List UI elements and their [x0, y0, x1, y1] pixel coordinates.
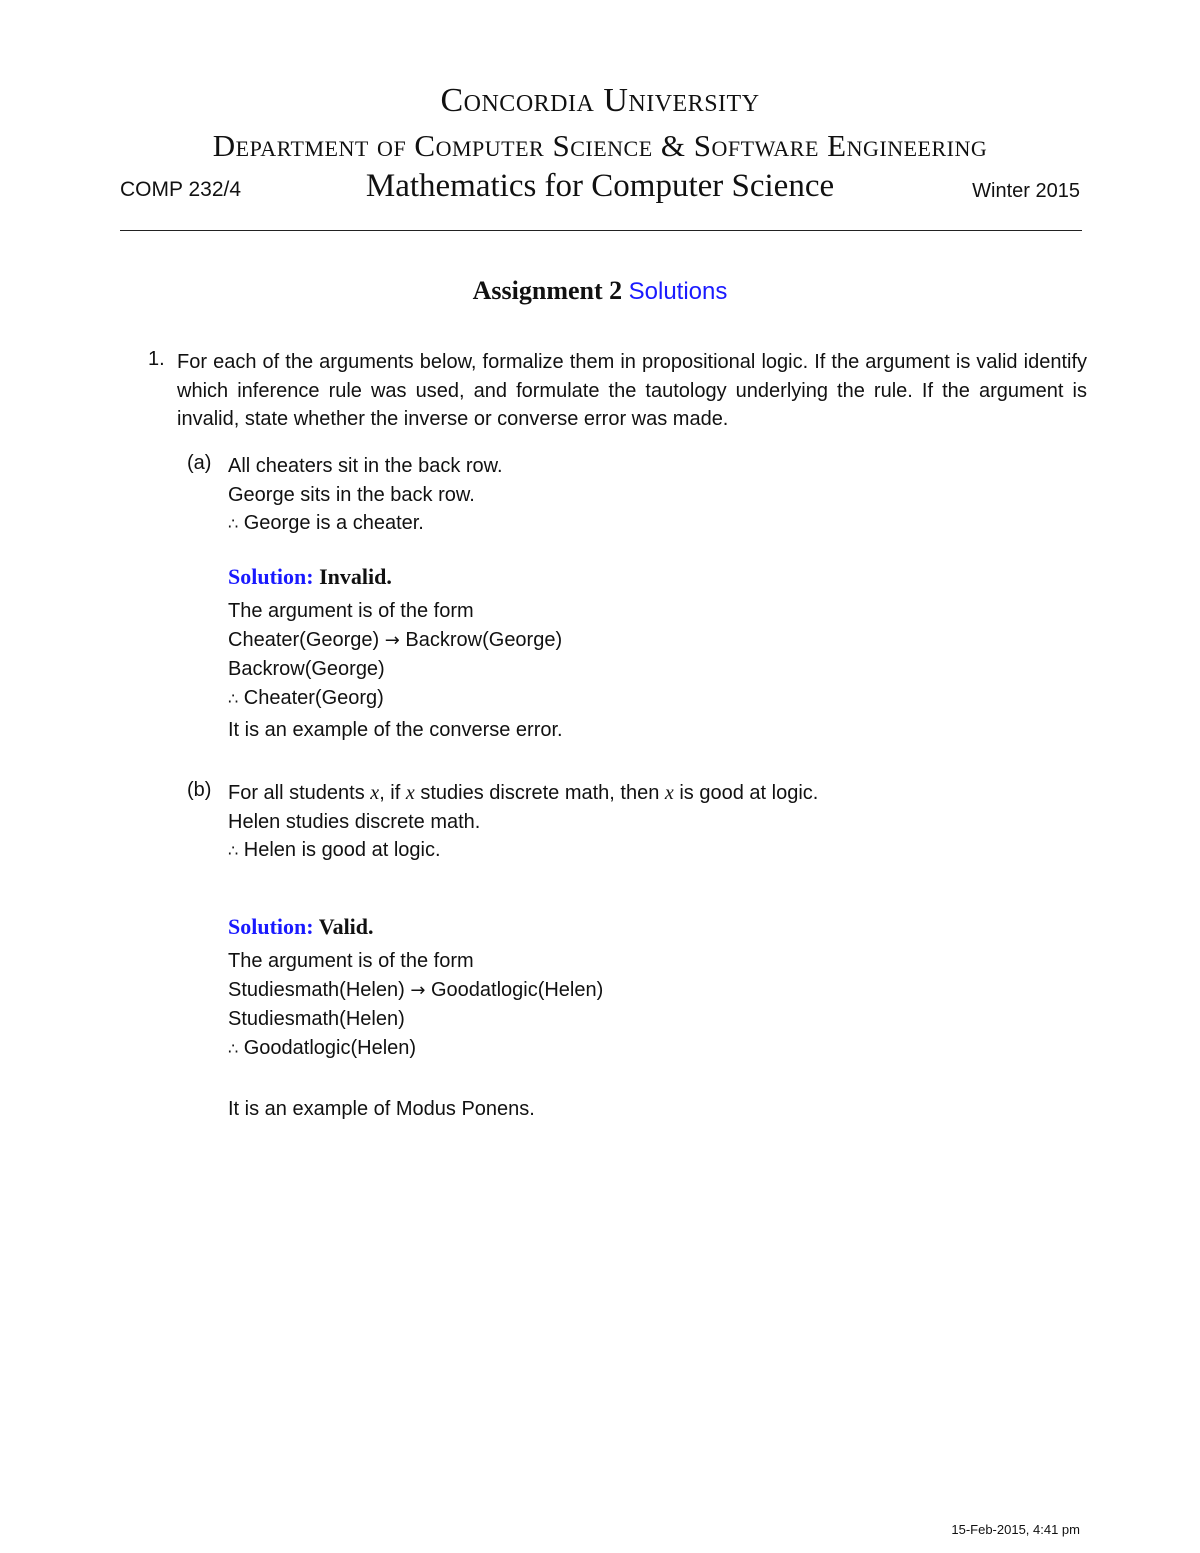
part-b-line-1-a: For all students	[228, 782, 365, 804]
part-b-label: (b)	[187, 779, 212, 801]
part-a-label: (a)	[187, 452, 212, 474]
part-a-premise-1	[228, 626, 562, 656]
part-a-conclusion-formula: Cheater(Georg)	[243, 687, 384, 710]
course-title: Mathematics for Computer Science	[365, 168, 835, 204]
part-b-line-1	[228, 779, 818, 808]
part-a-premise-2: Backrow(George)	[228, 658, 385, 681]
part-b-conclusion	[228, 1034, 603, 1064]
part-b-premise-1	[228, 976, 603, 1006]
footer-date: 15-Feb-2015, 4:41 pm	[951, 1522, 1080, 1537]
part-b-remark: It is an example of Modus Ponens.	[228, 1098, 535, 1120]
part-a-solution-label: Solution:	[228, 564, 314, 589]
part-b-form-intro: The argument is of the form	[228, 950, 474, 972]
implies-symbol: →	[384, 629, 400, 651]
part-b-premise-2: Studiesmath(Helen)	[228, 1008, 405, 1031]
part-b-solution-body	[228, 947, 603, 1064]
assignment-title	[0, 276, 1200, 306]
part-b-solution-label: Solution:	[228, 914, 314, 939]
part-b-conclusion-text: Helen is good at logic.	[243, 839, 441, 862]
course-code: COMP 232/4	[120, 178, 242, 201]
part-b-conclusion-formula: Goodatlogic(Helen)	[243, 1037, 417, 1060]
part-b-line-1-d: is good at logic.	[679, 782, 819, 804]
therefore-symbol: ∴	[228, 514, 239, 534]
part-a-remark: It is an example of the converse error.	[228, 719, 563, 741]
part-a-verdict: Invalid.	[319, 564, 392, 589]
part-b-solution-heading	[228, 914, 374, 940]
part-a-solution-heading	[228, 564, 392, 590]
part-b-line-3	[228, 836, 818, 866]
question-text: For each of the arguments below, formalize them in propositional logic. If the argument is valid identify which inference rule was used, and formulate the tautology underlying the rule. If the argument is invalid, state whether the inverse or converse error was made.	[177, 351, 1087, 430]
part-a-line-2: George sits in the back row.	[228, 483, 475, 506]
part-b-premise-1-left: Studiesmath(Helen)	[228, 978, 405, 1001]
part-a-conclusion-text: George is a cheater.	[243, 512, 424, 535]
variable-x: x	[405, 782, 415, 804]
university-name: Concordia University	[440, 82, 760, 119]
part-b-line-2: Helen studies discrete math.	[228, 810, 481, 833]
department-name: Department of Computer Science & Software Engineering	[212, 128, 988, 163]
part-b-line-1-b: , if	[379, 782, 401, 804]
part-a-argument	[228, 452, 503, 539]
part-b-verdict: Valid.	[318, 914, 374, 939]
header-divider	[120, 230, 1082, 231]
part-a-solution-body	[228, 597, 562, 714]
part-a-line-3	[228, 509, 503, 539]
assignment-title-main: Assignment 2	[472, 276, 623, 305]
term: Winter 2015	[972, 180, 1080, 202]
variable-x: x	[370, 782, 380, 804]
assignment-title-suffix: Solutions	[628, 278, 728, 305]
part-a-premise-1-left: Cheater(George)	[228, 628, 380, 651]
therefore-symbol: ∴	[228, 689, 239, 709]
part-a-form-intro: The argument is of the form	[228, 600, 474, 622]
implies-symbol: →	[410, 979, 426, 1001]
part-b-argument	[228, 779, 818, 866]
part-a-conclusion	[228, 684, 562, 714]
question-number: 1.	[148, 348, 165, 370]
part-b-premise-1-right: Goodatlogic(Helen)	[430, 978, 604, 1001]
therefore-symbol: ∴	[228, 841, 239, 861]
part-b-line-1-c: studies discrete math, then	[420, 782, 660, 804]
therefore-symbol: ∴	[228, 1039, 239, 1059]
variable-x: x	[664, 782, 674, 804]
part-a-premise-1-right: Backrow(George)	[405, 628, 563, 651]
part-a-line-1: All cheaters sit in the back row.	[228, 455, 503, 477]
